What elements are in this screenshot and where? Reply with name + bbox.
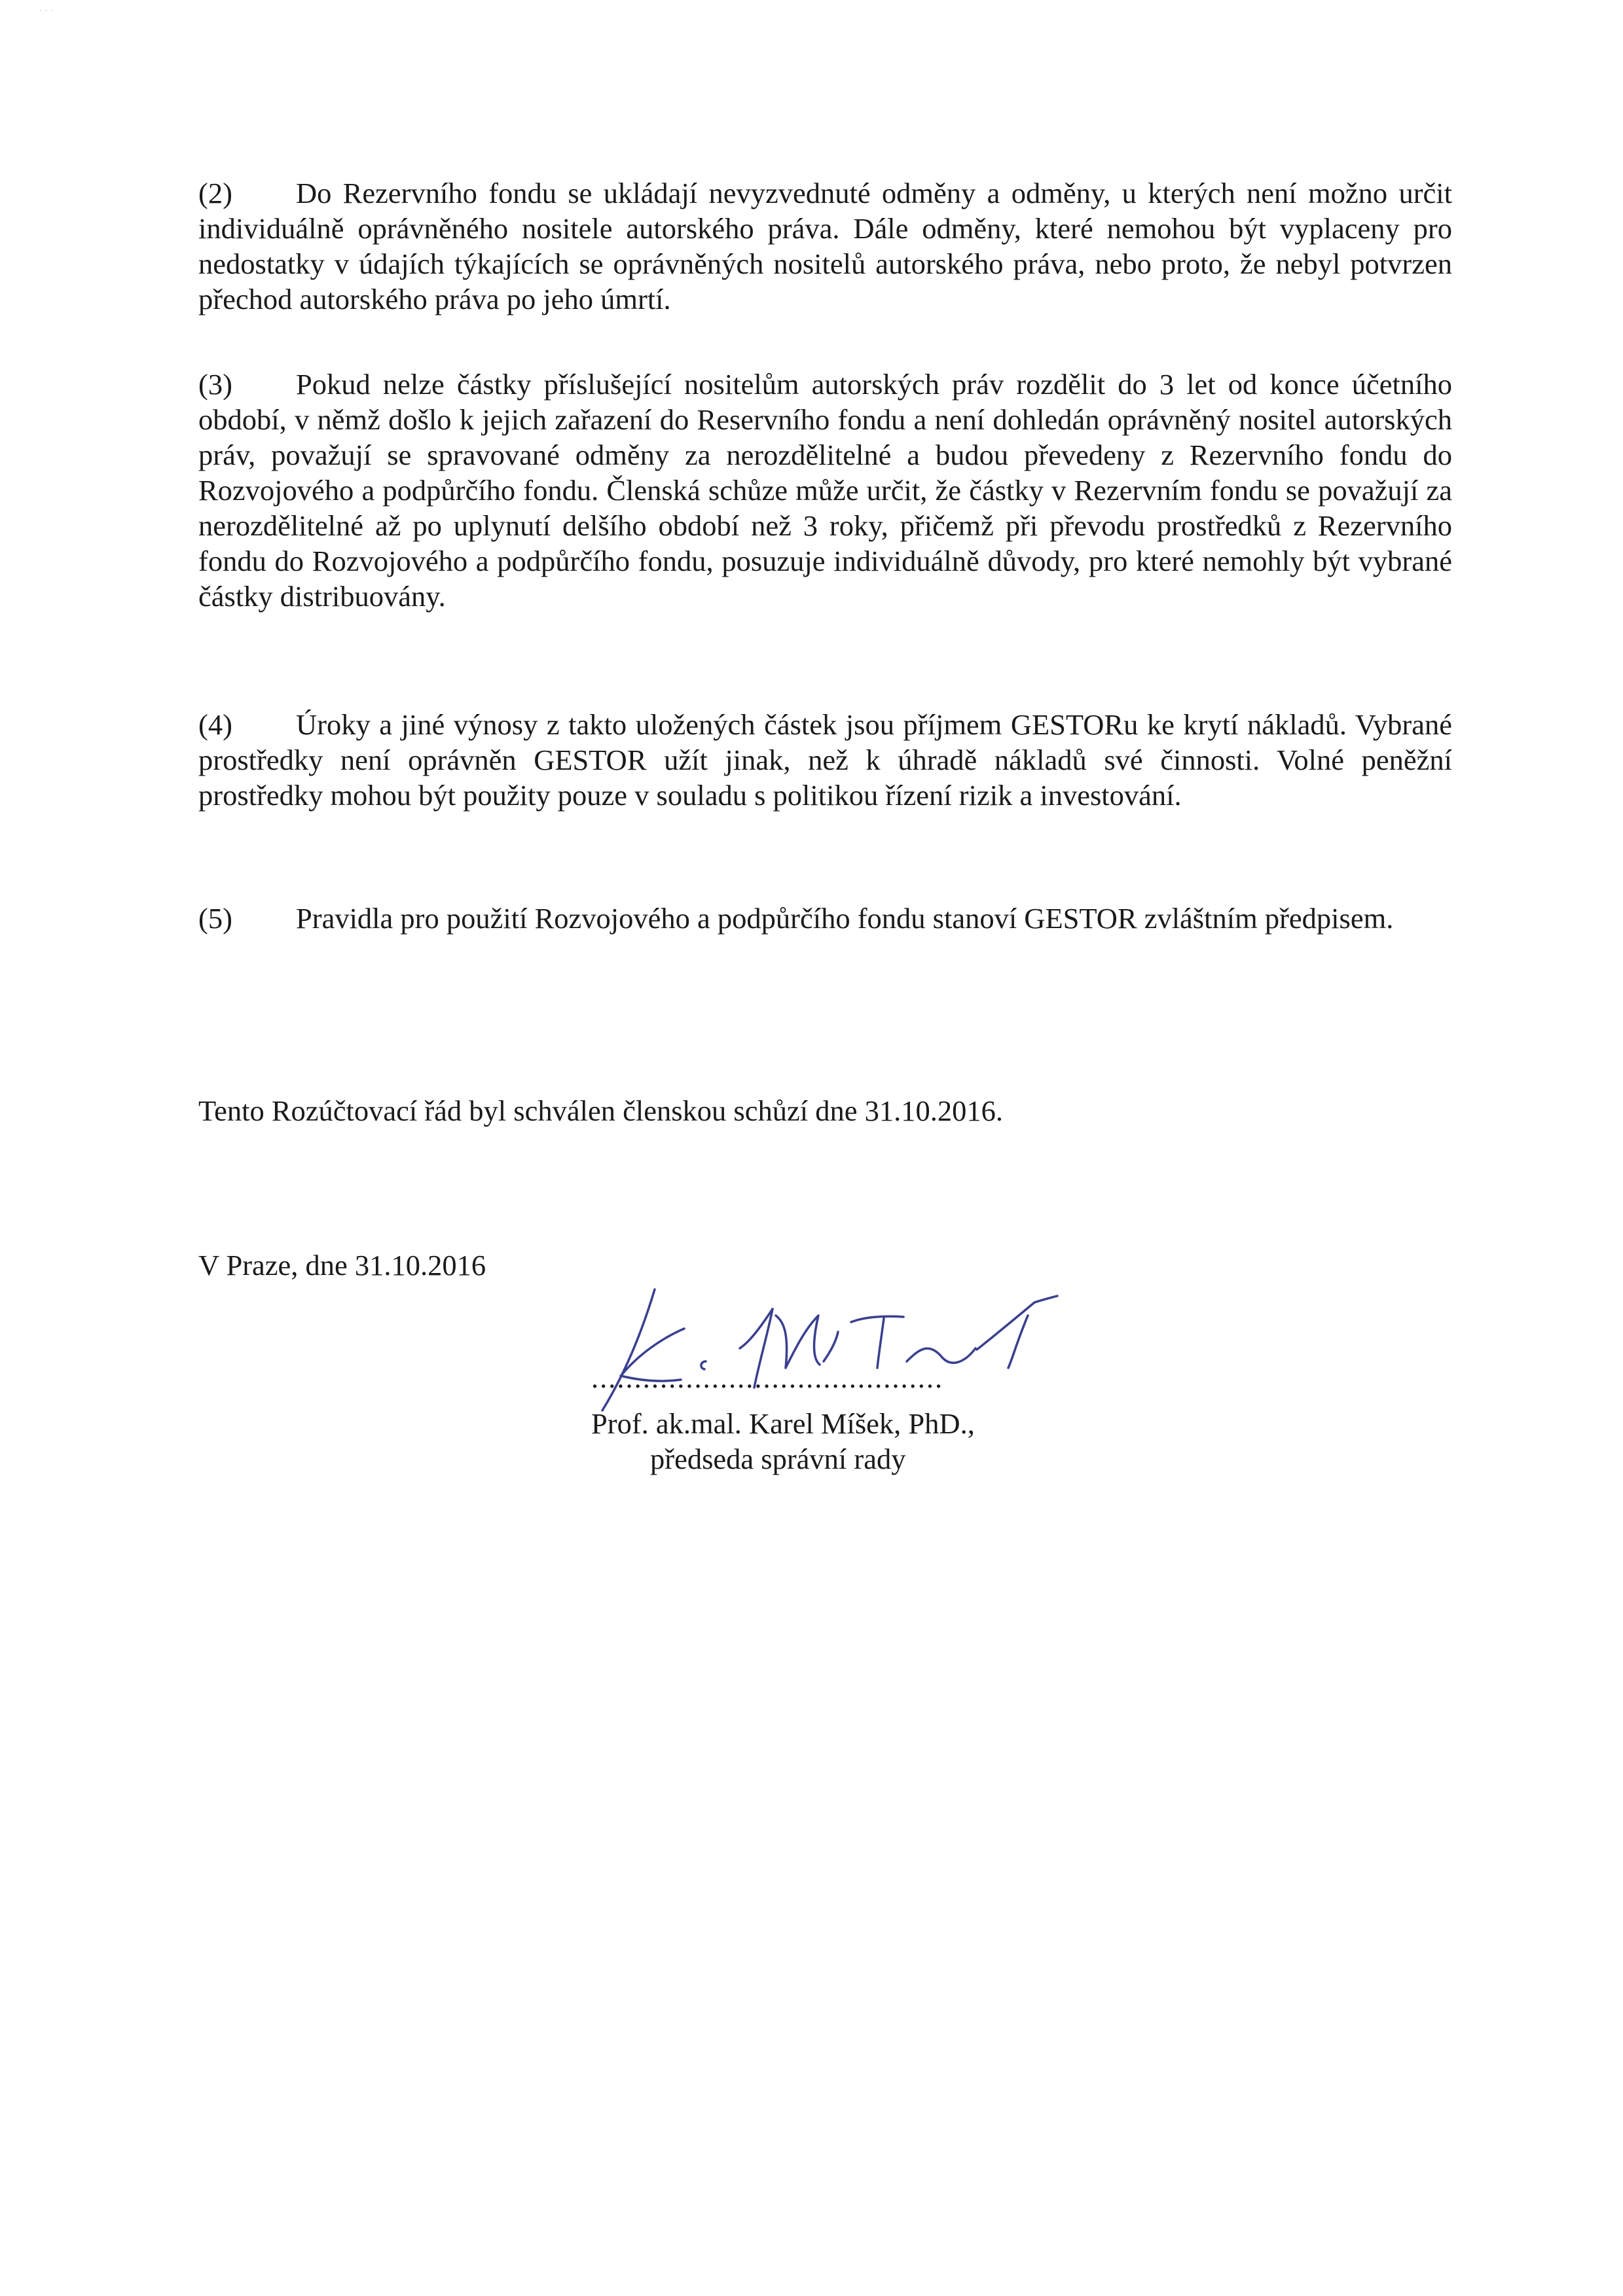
paragraph-number: (2) — [198, 177, 232, 209]
paragraph-number: (3) — [198, 368, 232, 401]
approval-statement: Tento Rozúčtovací řád byl schválen členskou schůzí dne 31.10.2016. — [198, 1094, 1003, 1127]
handwritten-signature — [576, 1276, 1113, 1420]
paragraph-text: Pokud nelze částky příslušející nositelům autorských práv rozdělit do 3 let od konce účetního období, v němž došlo k jejich zařazení do Reservního fondu a není dohledán oprávněný nositel autorských práv, považují se spravované odměny za nerozdělitelné a budou převedeny z Rezervního fondu do Rozvojového a podpůrčího fondu. Členská schůze může určit, že částky v Rezervním fondu se považují za nerozdělitelné až po uplynutí delšího období než 3 roky, přičemž při převodu prostředků z Rezervního fondu do Rozvojového a podpůrčího fondu, posuzuje individuálně důvody, pro které nemohly být vybrané částky distribuovány. — [198, 368, 1452, 613]
signature-line: ......................................... — [591, 1361, 944, 1394]
scan-artifact: · · · — [39, 7, 53, 16]
paragraph-2 — [198, 175, 1452, 317]
paragraph-4 — [198, 707, 1452, 813]
paragraph-3 — [198, 367, 1452, 614]
paragraph-5 — [198, 901, 1452, 936]
signer-role: předseda správní rady — [650, 1443, 906, 1475]
paragraph-text: Pravidla pro použití Rozvojového a podpůrčího fondu stanoví GESTOR zvláštním předpisem. — [296, 902, 1394, 935]
paragraph-number: (4) — [198, 708, 232, 741]
place-and-date: V Praze, dne 31.10.2016 — [198, 1249, 486, 1282]
signer-name: Prof. ak.mal. Karel Míšek, PhD., — [591, 1407, 975, 1440]
paragraph-text: Do Rezervního fondu se ukládají nevyzvednuté odměny a odměny, u kterých není možno určit individuálně oprávněného nositele autorského práva. Dále odměny, které nemohou být vyplaceny pro nedostatky v údajích týkajících se oprávněných nositelů autorského práva, nebo proto, že nebyl potvrzen přechod autorského práva po jeho úmrtí. — [198, 177, 1452, 315]
paragraph-number: (5) — [198, 902, 232, 935]
paragraph-text: Úroky a jiné výnosy z takto uložených částek jsou příjmem GESTORu ke krytí nákladů. Vybrané prostředky není oprávněn GESTOR užít jinak, než k úhradě nákladů své činnosti. Volné peněžní prostředky mohou být použity pouze v souladu s politikou řízení rizik a investování. — [198, 708, 1452, 812]
